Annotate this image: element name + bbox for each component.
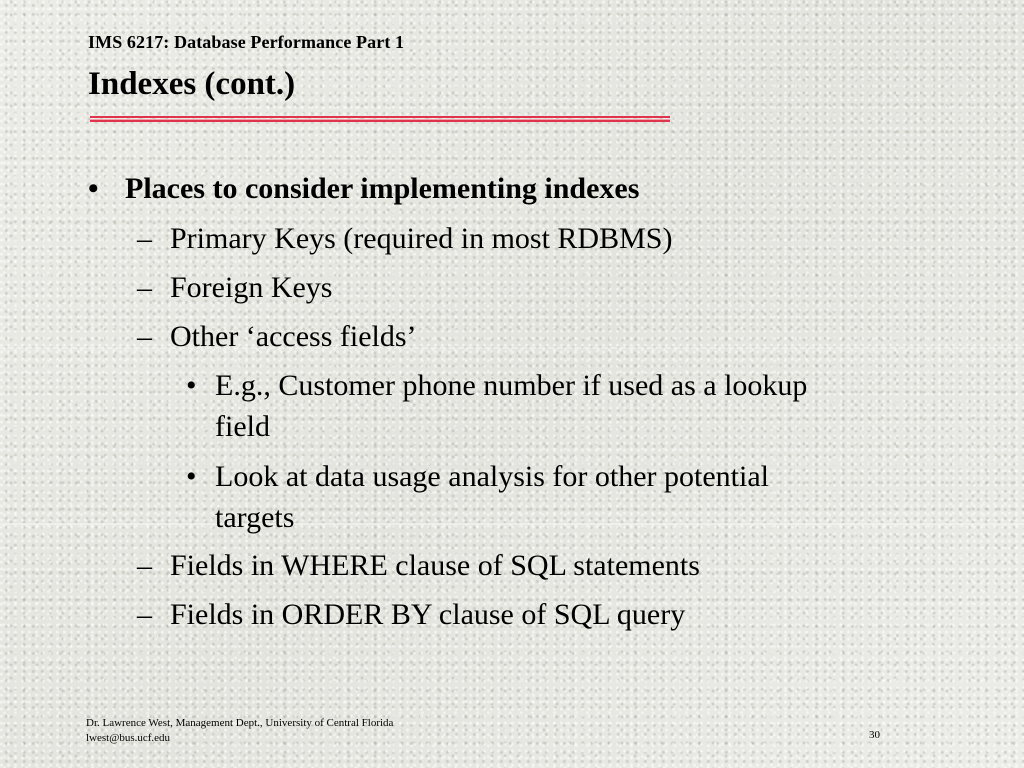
bullet-where-clause: Fields in WHERE clause of SQL statements xyxy=(170,549,700,582)
bullet-phone-line2: field xyxy=(215,410,270,443)
dash-marker: – xyxy=(137,549,152,582)
bullet-marker: • xyxy=(186,460,197,493)
bullet-access-fields: Other ‘access fields’ xyxy=(170,320,417,353)
background-tile-seam xyxy=(0,523,1024,525)
title-underline-rule xyxy=(90,116,670,122)
bullet-usage-line1: Look at data usage analysis for other potential xyxy=(215,460,769,493)
dash-marker: – xyxy=(137,598,152,631)
slide-title: Indexes (cont.) xyxy=(88,66,296,102)
bullet-marker: • xyxy=(88,172,99,205)
dash-marker: – xyxy=(137,222,152,255)
bullet-main: Places to consider implementing indexes xyxy=(125,172,640,205)
footer xyxy=(86,716,393,746)
page-number: 30 xyxy=(869,729,880,741)
bullet-phone-line1: E.g., Customer phone number if used as a lookup xyxy=(215,369,808,402)
footer-email: lwest@bus.ucf.edu xyxy=(86,732,171,744)
bullet-usage-line2: targets xyxy=(215,501,295,534)
bullet-order-by: Fields in ORDER BY clause of SQL query xyxy=(170,598,686,631)
bullet-foreign-keys: Foreign Keys xyxy=(170,271,333,304)
dash-marker: – xyxy=(137,320,152,353)
course-header: IMS 6217: Database Performance Part 1 xyxy=(88,32,405,52)
dash-marker: – xyxy=(137,271,152,304)
bullet-marker: • xyxy=(186,369,197,402)
footer-author: Dr. Lawrence West, Management Dept., University of Central Florida xyxy=(86,717,394,729)
background-tile-seam xyxy=(0,347,1024,349)
bullet-primary-keys: Primary Keys (required in most RDBMS) xyxy=(170,222,673,255)
